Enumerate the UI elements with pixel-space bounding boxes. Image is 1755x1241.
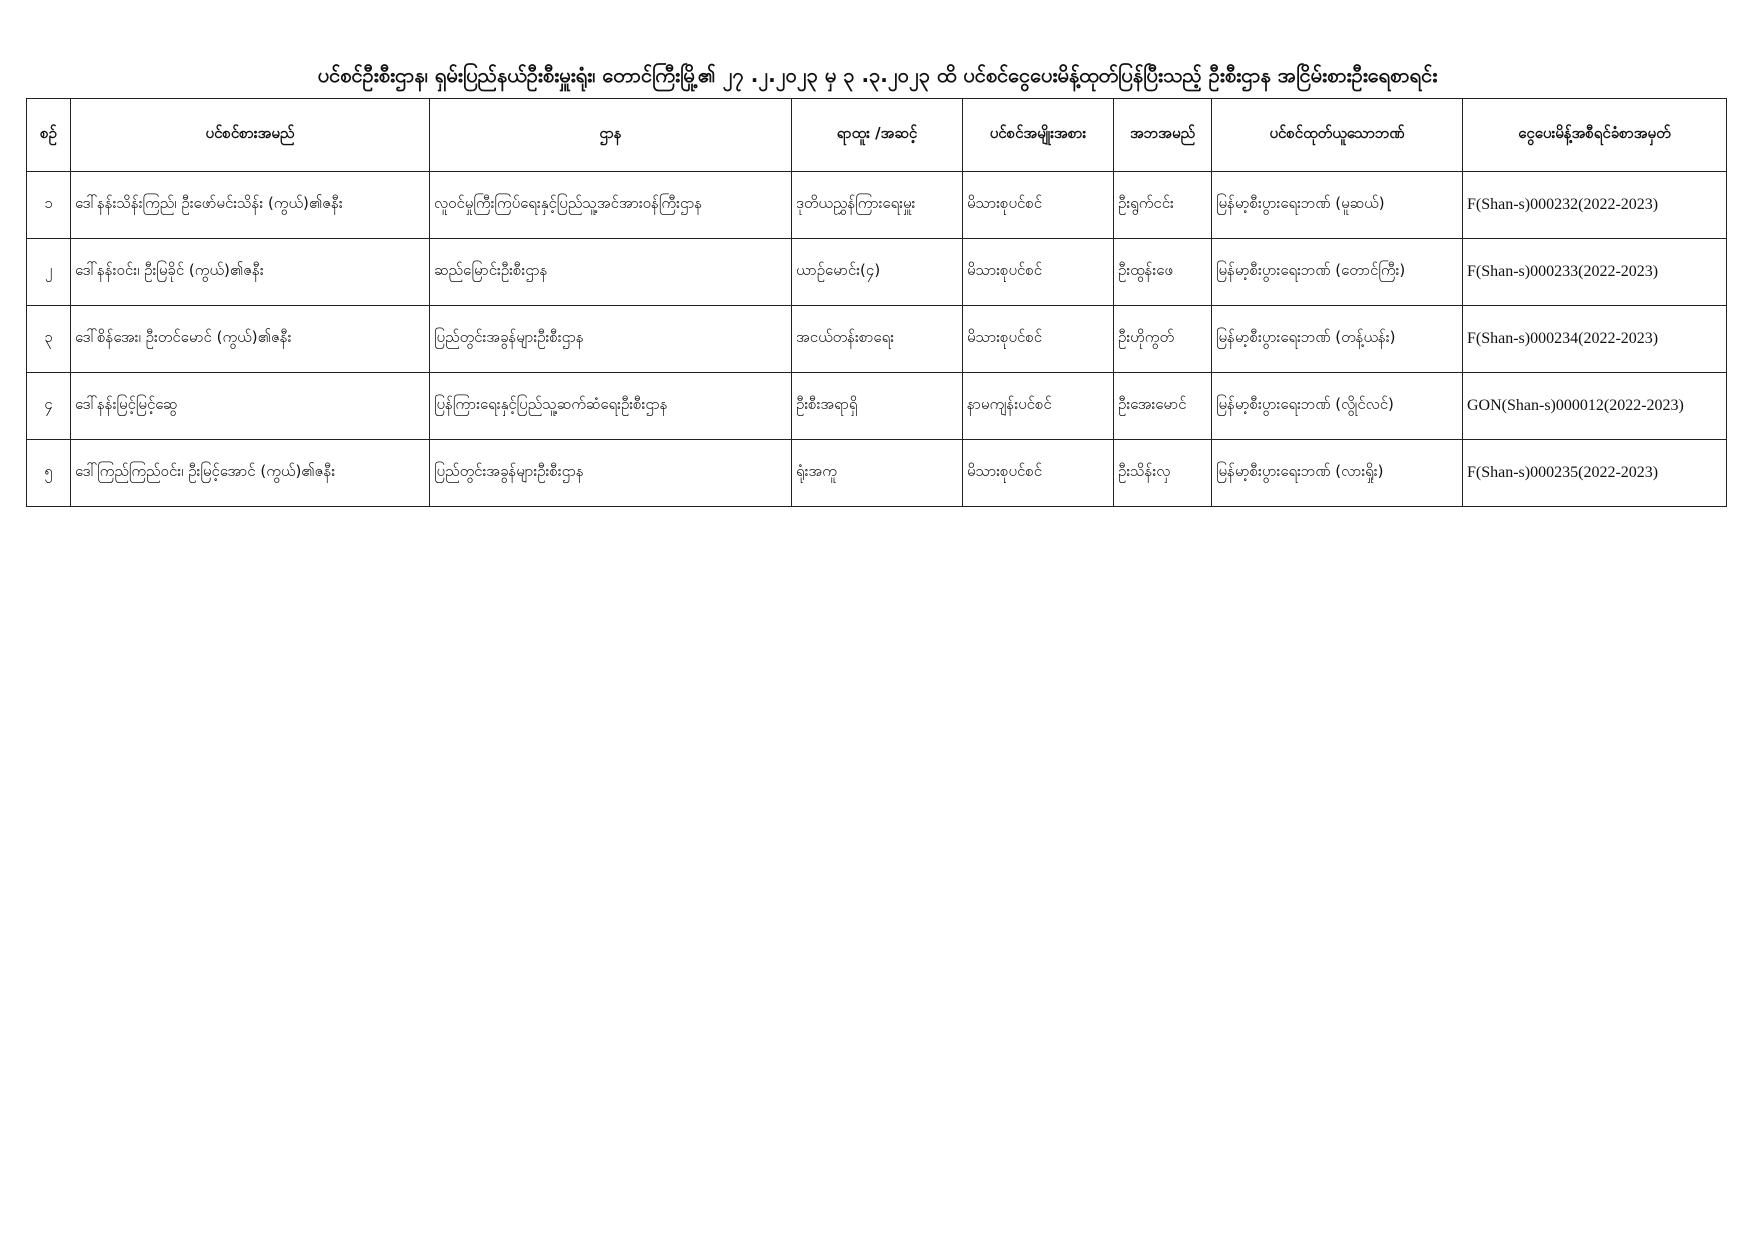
- cell-department: ပြည်တွင်းအခွန်များဦးစီးဌာန: [430, 306, 792, 373]
- column-header-department: ဌာန: [430, 99, 792, 172]
- cell-bank: မြန်မာ့စီးပွားရေးဘဏ် (မူဆယ်): [1212, 172, 1463, 239]
- cell-name: ဒေါ်နန်းသိန်းကြည်၊ ဦးဖော်မင်းသိန်း (ကွယ်)၏ဇနီး: [71, 172, 430, 239]
- cell-name: ဒေါ်ကြည်ကြည်ဝင်း၊ ဦးမြင့်အောင် (ကွယ်)၏ဇနီး: [71, 440, 430, 507]
- column-header-no: စဉ်: [27, 99, 71, 172]
- table-row: [27, 239, 1727, 306]
- cell-father: ဦးသိန်းလှ: [1114, 440, 1212, 507]
- cell-department: ပြည်တွင်းအခွန်များဦးစီးဌာန: [430, 440, 792, 507]
- cell-pension-type: မိသားစုပင်စင်: [963, 306, 1114, 373]
- cell-no: ၄: [27, 373, 71, 440]
- cell-position: ရုံးအကူ: [792, 440, 963, 507]
- cell-father: ဦးဟိုကွတ်: [1114, 306, 1212, 373]
- cell-ledger: F(Shan-s)000234(2022-2023): [1463, 306, 1727, 373]
- cell-position: ယာဉ်မောင်း(၄): [792, 239, 963, 306]
- column-header-name: ပင်စင်စားအမည်: [71, 99, 430, 172]
- pension-table: [26, 98, 1727, 507]
- cell-father: ဦးအေးမောင်: [1114, 373, 1212, 440]
- table-row: [27, 440, 1727, 507]
- cell-ledger: GON(Shan-s)000012(2022-2023): [1463, 373, 1727, 440]
- table-row: [27, 172, 1727, 239]
- cell-ledger: F(Shan-s)000233(2022-2023): [1463, 239, 1727, 306]
- cell-position: ဦးစီးအရာရှိ: [792, 373, 963, 440]
- cell-name: ဒေါ်နန်းဝင်း၊ ဦးမြခိုင် (ကွယ်)၏ဇနီး: [71, 239, 430, 306]
- cell-no: ၃: [27, 306, 71, 373]
- table-row: [27, 373, 1727, 440]
- cell-pension-type: မိသားစုပင်စင်: [963, 172, 1114, 239]
- table-row: [27, 306, 1727, 373]
- cell-bank: မြန်မာ့စီးပွားရေးဘဏ် (လားရှိုး): [1212, 440, 1463, 507]
- cell-department: ပြန်ကြားရေးနှင့်ပြည်သူ့ဆက်ဆံရေးဦးစီးဌာန: [430, 373, 792, 440]
- cell-pension-type: မိသားစုပင်စင်: [963, 440, 1114, 507]
- column-header-bank: ပင်စင်ထုတ်ယူသောဘဏ်: [1212, 99, 1463, 172]
- cell-bank: မြန်မာ့စီးပွားရေးဘဏ် (လွိုင်လင်): [1212, 373, 1463, 440]
- page-title: ပင်စင်ဦးစီးဌာန၊ ရှမ်းပြည်နယ်ဦးစီးမှူးရုံး၊ တောင်ကြီးမြို့၏ ၂၇ .၂.၂၀၂၃ မှ ၃ .၃.၂၀၂၃ ထိ ပင်စင်ငွေပေးမိန့်ထုတ်ပြန်ပြီးသည့် ဦးစီးဌာန အငြိမ်းစားဦးရေစာရင်း: [317, 63, 1438, 87]
- column-header-ledger: ငွေပေးမိန့်အစီရင်ခံစာအမှတ်: [1463, 99, 1727, 172]
- column-header-pension-type: ပင်စင်အမျိုးအစား: [963, 99, 1114, 172]
- cell-position: ဒုတိယညွှန်ကြားရေးမှူး: [792, 172, 963, 239]
- cell-name: ဒေါ်စိန်အေး၊ ဦးတင်မောင် (ကွယ်)၏ဇနီး: [71, 306, 430, 373]
- column-header-father: အဘအမည်: [1114, 99, 1212, 172]
- cell-ledger: F(Shan-s)000232(2022-2023): [1463, 172, 1727, 239]
- cell-position: အငယ်တန်းစာရေး: [792, 306, 963, 373]
- cell-name: ဒေါ်နန်းမြင့်မြင့်ဆွေ: [71, 373, 430, 440]
- cell-bank: မြန်မာ့စီးပွားရေးဘဏ် (တန့်ယန်း): [1212, 306, 1463, 373]
- cell-no: ၅: [27, 440, 71, 507]
- cell-pension-type: နာမကျန်းပင်စင်: [963, 373, 1114, 440]
- cell-no: ၁: [27, 172, 71, 239]
- column-header-position: ရာထူး /အဆင့်: [792, 99, 963, 172]
- cell-ledger: F(Shan-s)000235(2022-2023): [1463, 440, 1727, 507]
- cell-father: ဦးရွက်ငင်း: [1114, 172, 1212, 239]
- cell-bank: မြန်မာ့စီးပွားရေးဘဏ် (တောင်ကြီး): [1212, 239, 1463, 306]
- cell-department: ဆည်မြောင်းဦးစီးဌာန: [430, 239, 792, 306]
- cell-pension-type: မိသားစုပင်စင်: [963, 239, 1114, 306]
- cell-department: လူဝင်မှုကြီးကြပ်ရေးနှင့်ပြည်သူ့အင်အားဝန်ကြီးဌာန: [430, 172, 792, 239]
- cell-father: ဦးထွန်းဖေ: [1114, 239, 1212, 306]
- table-header-row: [27, 99, 1727, 172]
- cell-no: ၂: [27, 239, 71, 306]
